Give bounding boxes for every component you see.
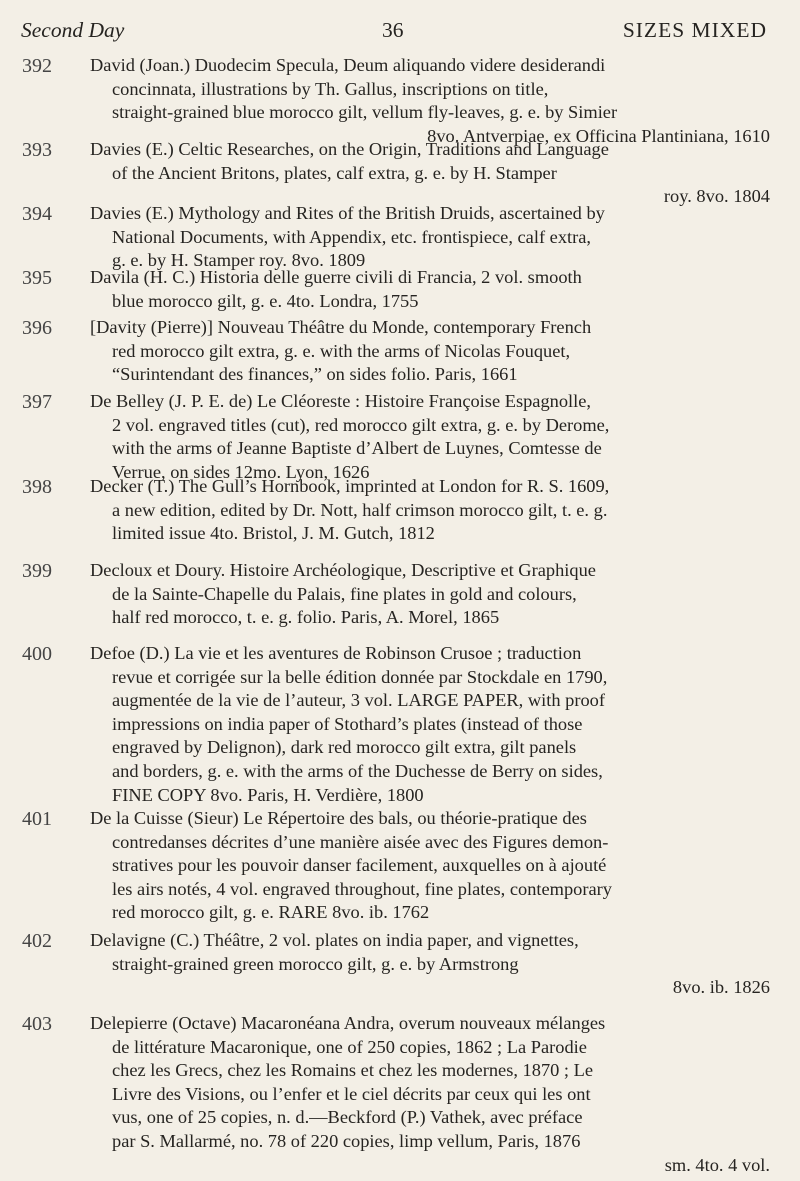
entry-description <box>90 559 770 630</box>
entry-description <box>90 266 770 313</box>
entry-description <box>90 54 770 148</box>
entry-line: sm. 4to. 4 vol. <box>664 1154 770 1175</box>
lot-number: 395 <box>22 267 52 289</box>
lot-number: 403 <box>22 1013 52 1035</box>
entry-description <box>90 642 770 807</box>
lot-number: 402 <box>22 930 52 952</box>
entry-line: straight-grained green morocco gilt, g. e. by Armstrong <box>112 953 519 974</box>
entry-line: impressions on india paper of Stothard’s plates (instead of those <box>112 713 583 734</box>
entry-line: stratives pour les pouvoir danser facilement, auxquelles on à ajouté <box>112 855 607 876</box>
entry-line: Decker (T.) The Gull’s Hornbook, imprinted at London for R. S. 1609, <box>90 476 610 496</box>
entry-line: “Surintendant des finances,” on sides folio. Paris, 1661 <box>112 364 518 385</box>
entry-line: 8vo. Antverpiae, ex Officina Plantiniana, 1610 <box>427 125 770 146</box>
entry-description <box>90 807 770 925</box>
entry-line: De la Cuisse (Sieur) Le Répertoire des bals, ou théorie-pratique des <box>90 808 587 828</box>
catalogue-entry <box>0 266 800 317</box>
entry-line: roy. 8vo. 1804 <box>663 186 770 207</box>
entry-line: engraved by Delignon), dark red morocco gilt extra, gilt panels <box>112 737 577 758</box>
entry-line: chez les Grecs, chez les Romains et chez les modernes, 1870 ; Le <box>112 1060 594 1081</box>
entry-line: straight-grained blue morocco gilt, vellum fly-leaves, g. e. by Simier <box>112 102 618 123</box>
entry-description <box>90 1012 770 1177</box>
entry-line: augmentée de la vie de l’auteur, 3 vol. LARGE PAPER, with proof <box>112 690 605 711</box>
entry-description <box>90 390 770 484</box>
catalogue-entry <box>0 929 800 1004</box>
lot-number: 400 <box>22 643 52 665</box>
entry-line: de littérature Macaronique, one of 250 copies, 1862 ; La Parodie <box>112 1036 587 1057</box>
entry-line: Davies (E.) Celtic Researches, on the Origin, Traditions and Language <box>90 139 609 159</box>
entry-line: limited issue 4to. Bristol, J. M. Gutch, 1812 <box>112 523 435 544</box>
entry-line: with the arms of Jeanne Baptiste d’Albert de Luynes, Comtesse de <box>112 438 602 459</box>
entry-line: half red morocco, t. e. g. folio. Paris, A. Morel, 1865 <box>112 607 500 628</box>
lot-number: 398 <box>22 476 52 498</box>
entry-line: g. e. by H. Stamper roy. 8vo. 1809 <box>112 250 366 271</box>
entry-line: Decloux et Doury. Histoire Archéologique, Descriptive et Graphique <box>90 560 596 580</box>
catalogue-entry <box>0 642 800 811</box>
entry-description <box>90 316 770 387</box>
header-section: SIZES MIXED <box>622 18 767 42</box>
entry-description <box>90 475 770 546</box>
entry-line: Livre des Visions, ou l’enfer et le ciel décrits par ceux qui les ont <box>112 1083 591 1104</box>
entry-line: Delepierre (Octave) Macaronéana Andra, overum nouveaux mélanges <box>90 1013 606 1033</box>
entry-line: a new edition, edited by Dr. Nott, half crimson morocco gilt, t. e. g. <box>112 499 608 520</box>
entry-line: 8vo. ib. 1826 <box>672 977 770 998</box>
header-day: Second Day <box>21 18 125 42</box>
entry-line: of the Ancient Britons, plates, calf extra, g. e. by H. Stamper <box>112 162 557 183</box>
entry-description <box>90 138 770 209</box>
entry-line: par S. Mallarmé, no. 78 of 220 copies, limp vellum, Paris, 1876 <box>112 1130 581 1151</box>
entry-line: Defoe (D.) La vie et les aventures de Robinson Crusoe ; traduction <box>90 643 582 663</box>
entry-line: FINE COPY 8vo. Paris, H. Verdière, 1800 <box>112 784 424 805</box>
entry-line: de la Sainte-Chapelle du Palais, fine plates in gold and colours, <box>112 583 577 604</box>
lot-number: 399 <box>22 560 52 582</box>
entry-line: De Belley (J. P. E. de) Le Cléoreste : Histoire Françoise Espagnolle, <box>90 391 592 411</box>
running-header <box>0 18 800 48</box>
entry-line: red morocco gilt extra, g. e. with the arms of Nicolas Fouquet, <box>112 340 571 361</box>
lot-number: 394 <box>22 203 52 225</box>
entry-description <box>90 202 770 273</box>
entry-line: red morocco gilt, g. e. RARE 8vo. ib. 1762 <box>112 902 430 923</box>
entry-line: vus, one of 25 copies, n. d.—Beckford (P.) Vathek, avec préface <box>112 1107 583 1128</box>
catalogue-entry <box>0 475 800 550</box>
lot-number: 396 <box>22 317 52 339</box>
entry-line: revue et corrigée sur la belle édition donnée par Stockdale en 1790, <box>112 666 608 687</box>
entry-description <box>90 929 770 1000</box>
entry-line: les airs notés, 4 vol. engraved throughout, fine plates, contemporary <box>112 878 612 899</box>
entry-line: and borders, g. e. with the arms of the Duchesse de Berry on sides, <box>112 760 603 781</box>
catalogue-entry <box>0 807 800 929</box>
catalogue-entry <box>0 559 800 634</box>
entry-line: National Documents, with Appendix, etc. frontispiece, calf extra, <box>112 226 592 247</box>
entry-line: Davies (E.) Mythology and Rites of the British Druids, ascertained by <box>90 203 605 223</box>
lot-number: 393 <box>22 139 52 161</box>
catalogue-entry <box>0 1012 800 1181</box>
entry-line: 2 vol. engraved titles (cut), red morocco gilt extra, g. e. by Derome, <box>112 414 610 435</box>
entry-line: Delavigne (C.) Théâtre, 2 vol. plates on india paper, and vignettes, <box>90 930 579 950</box>
lot-number: 397 <box>22 391 52 413</box>
entry-line: David (Joan.) Duodecim Specula, Deum aliquando videre desiderandi <box>90 55 606 75</box>
entry-line: [Davity (Pierre)] Nouveau Théâtre du Monde, contemporary French <box>90 317 592 337</box>
lot-number: 392 <box>22 55 52 77</box>
entry-line: contredanses décrites d’une manière aisée avec des Figures demon- <box>112 831 609 852</box>
lot-number: 401 <box>22 808 52 830</box>
entry-line: blue morocco gilt, g. e. 4to. Londra, 1755 <box>112 290 419 311</box>
entry-line: Verrue, on sides 12mo. Lyon, 1626 <box>112 461 370 482</box>
catalogue-entry <box>0 390 800 488</box>
entry-line: concinnata, illustrations by Th. Gallus, inscriptions on title, <box>112 78 549 99</box>
entry-line: Davila (H. C.) Historia delle guerre civili di Francia, 2 vol. smooth <box>90 267 582 287</box>
page-number: 36 <box>382 18 404 42</box>
catalogue-entry <box>0 316 800 391</box>
